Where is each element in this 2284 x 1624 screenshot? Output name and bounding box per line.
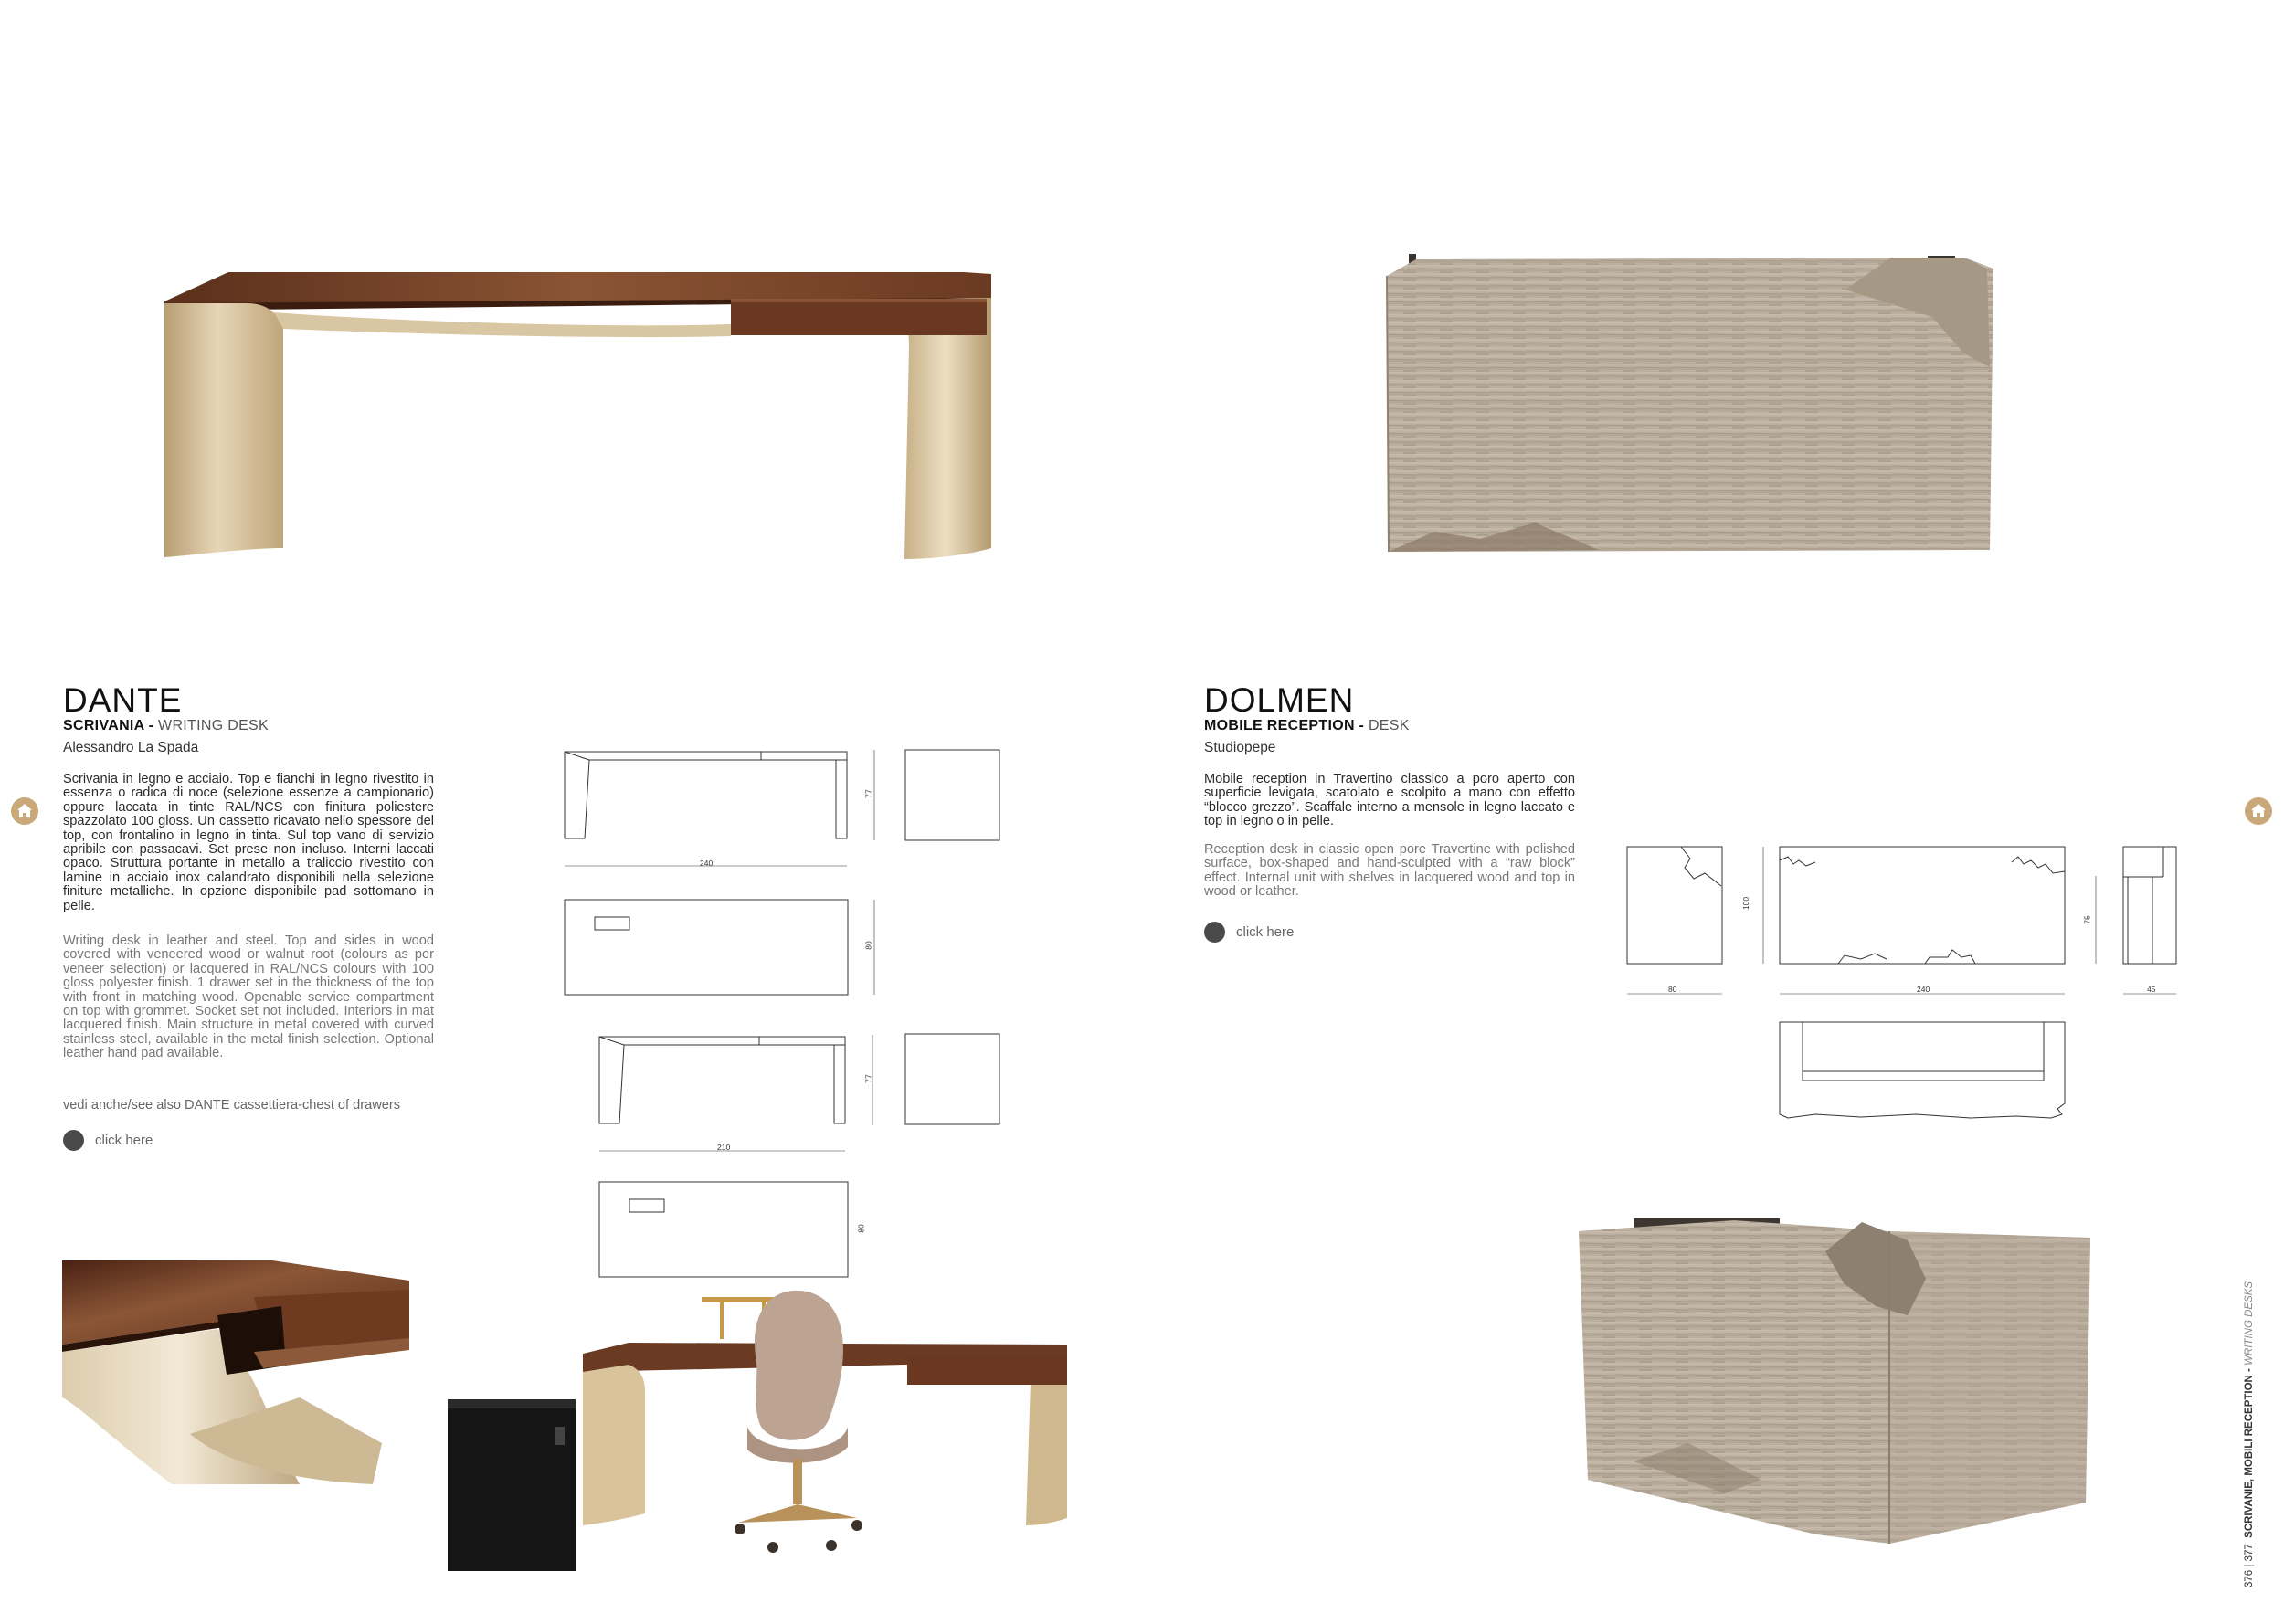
dante-ambient-photo <box>446 1290 1067 1573</box>
home-button-right[interactable] <box>2245 797 2272 825</box>
page-numbers: 376 | 377 <box>2244 1544 2255 1587</box>
dolmen-desk-photo <box>1380 248 2001 559</box>
dante-description-en: Writing desk in leather and steel. Top and sides in wood covered with veneered wood or walnut root (colours as per veneer selection) or lacquered in RAL/NCS colours with 100 gloss polyester finish. 1 drawer set in the thickness of the top with front in matching wood. Openable service compartment on top with grommet. Socket set not included. Interiors in mat lacquered finish. Main structure in metal covered with curved stainless steel, available in the metal finish selection. Optional leather hand pad available. <box>63 933 434 1061</box>
dante-drawing-side-2 <box>904 1033 1005 1128</box>
dante-click-here-button[interactable] <box>63 1130 153 1151</box>
click-dot-icon <box>63 1130 84 1151</box>
dante-dim-w1: 240 <box>700 859 714 868</box>
click-dot-icon <box>1204 922 1225 943</box>
dolmen-drawing-side <box>1626 846 1745 997</box>
dante-description-it: Scrivania in legno e acciaio. Top e fianchi in legno rivestito in essenza o radica di noce (selezione essenze a campionario) oppure laccata in tinte RAL/NCS con finitura poliestere spazzolato 100 gloss. Un cassetto ricavato nello spessore del top, con frontalino in legno in tinta. Sul top vano di servizio apribile con passacavi. Set prese non incluso. Interni laccati opaco. Struttura portante in metallo a traliccio rivestito con lamine in acciaio inox calandrato disponibili nella selezione finiture metalliche. In opzione disponibile pad sottomano in pelle. <box>63 772 434 913</box>
dolmen-dim-line-h <box>1761 846 1771 966</box>
dolmen-dim-d: 80 <box>1668 985 1677 994</box>
dante-click-here-label: click here <box>95 1133 153 1148</box>
dolmen-angled-photo <box>1579 1215 2090 1544</box>
dolmen-dim-d2: 45 <box>2147 985 2156 994</box>
dolmen-designer: Studiopepe <box>1204 740 1276 755</box>
dante-drawing-front-210 <box>597 1032 880 1160</box>
dolmen-category <box>1204 719 1410 733</box>
dante-drawing-front-240 <box>562 747 882 875</box>
dolmen-title: DOLMEN <box>1204 681 1355 719</box>
dolmen-click-here-label: click here <box>1236 924 1295 940</box>
dante-dim-h2: 77 <box>863 1074 873 1083</box>
dolmen-description-it: Mobile reception in Travertino classico a poro aperto con superficie levigata, scatolato e scolpito a mano con effetto “blocco grezzo”. Scaffale interno a mensole in legno laccato e top in legno o in pelle. <box>1204 772 1575 829</box>
dolmen-drawing-front <box>1779 846 2071 997</box>
dolmen-category-it: MOBILE RECEPTION - <box>1204 718 1369 733</box>
dante-drawing-plan-240 <box>562 899 882 999</box>
dolmen-category-en: DESK <box>1368 718 1410 733</box>
dante-designer: Alessandro La Spada <box>63 740 199 755</box>
dolmen-click-here-button[interactable] <box>1204 922 1294 943</box>
dolmen-drawing-side-shelf <box>2122 846 2195 997</box>
section-title: SCRIVANIE, MOBILI RECEPTION - <box>2244 1365 2255 1538</box>
dante-drawing-side-1 <box>904 749 1005 844</box>
dante-category-it: SCRIVANIA - <box>63 718 159 733</box>
dante-dim-h1: 77 <box>863 789 873 798</box>
dante-see-also[interactable]: vedi anche/see also DANTE cassettiera-chest of drawers <box>63 1098 401 1113</box>
dante-drawer-detail-photo <box>62 1260 418 1489</box>
home-icon <box>2250 803 2267 819</box>
dolmen-dim-h: 100 <box>1741 896 1751 911</box>
section-title-en: WRITING DESKS <box>2244 1281 2255 1366</box>
dolmen-dim-h2: 75 <box>2082 915 2092 924</box>
dolmen-dim-w: 240 <box>1917 985 1930 994</box>
dolmen-dim-line-h2 <box>2094 875 2103 966</box>
home-button-left[interactable] <box>11 797 38 825</box>
dante-category <box>63 719 269 733</box>
dante-dim-d1: 80 <box>863 941 873 950</box>
dolmen-drawing-plan <box>1779 1021 2071 1122</box>
dante-dim-w2: 210 <box>717 1143 731 1152</box>
dante-title: DANTE <box>63 681 183 719</box>
page-footer <box>2244 1281 2255 1587</box>
dolmen-description-en: Reception desk in classic open pore Travertine with polished surface, box-shaped and hand-sculpted with a “raw block” effect. Internal unit with shelves in lacquered wood and top in wood or leather. <box>1204 842 1575 900</box>
home-icon <box>16 803 33 819</box>
dante-desk-photo <box>137 237 1005 585</box>
dante-dim-d2: 80 <box>856 1224 866 1233</box>
dante-category-en: WRITING DESK <box>158 718 269 733</box>
dante-drawing-plan-210 <box>597 1181 880 1281</box>
